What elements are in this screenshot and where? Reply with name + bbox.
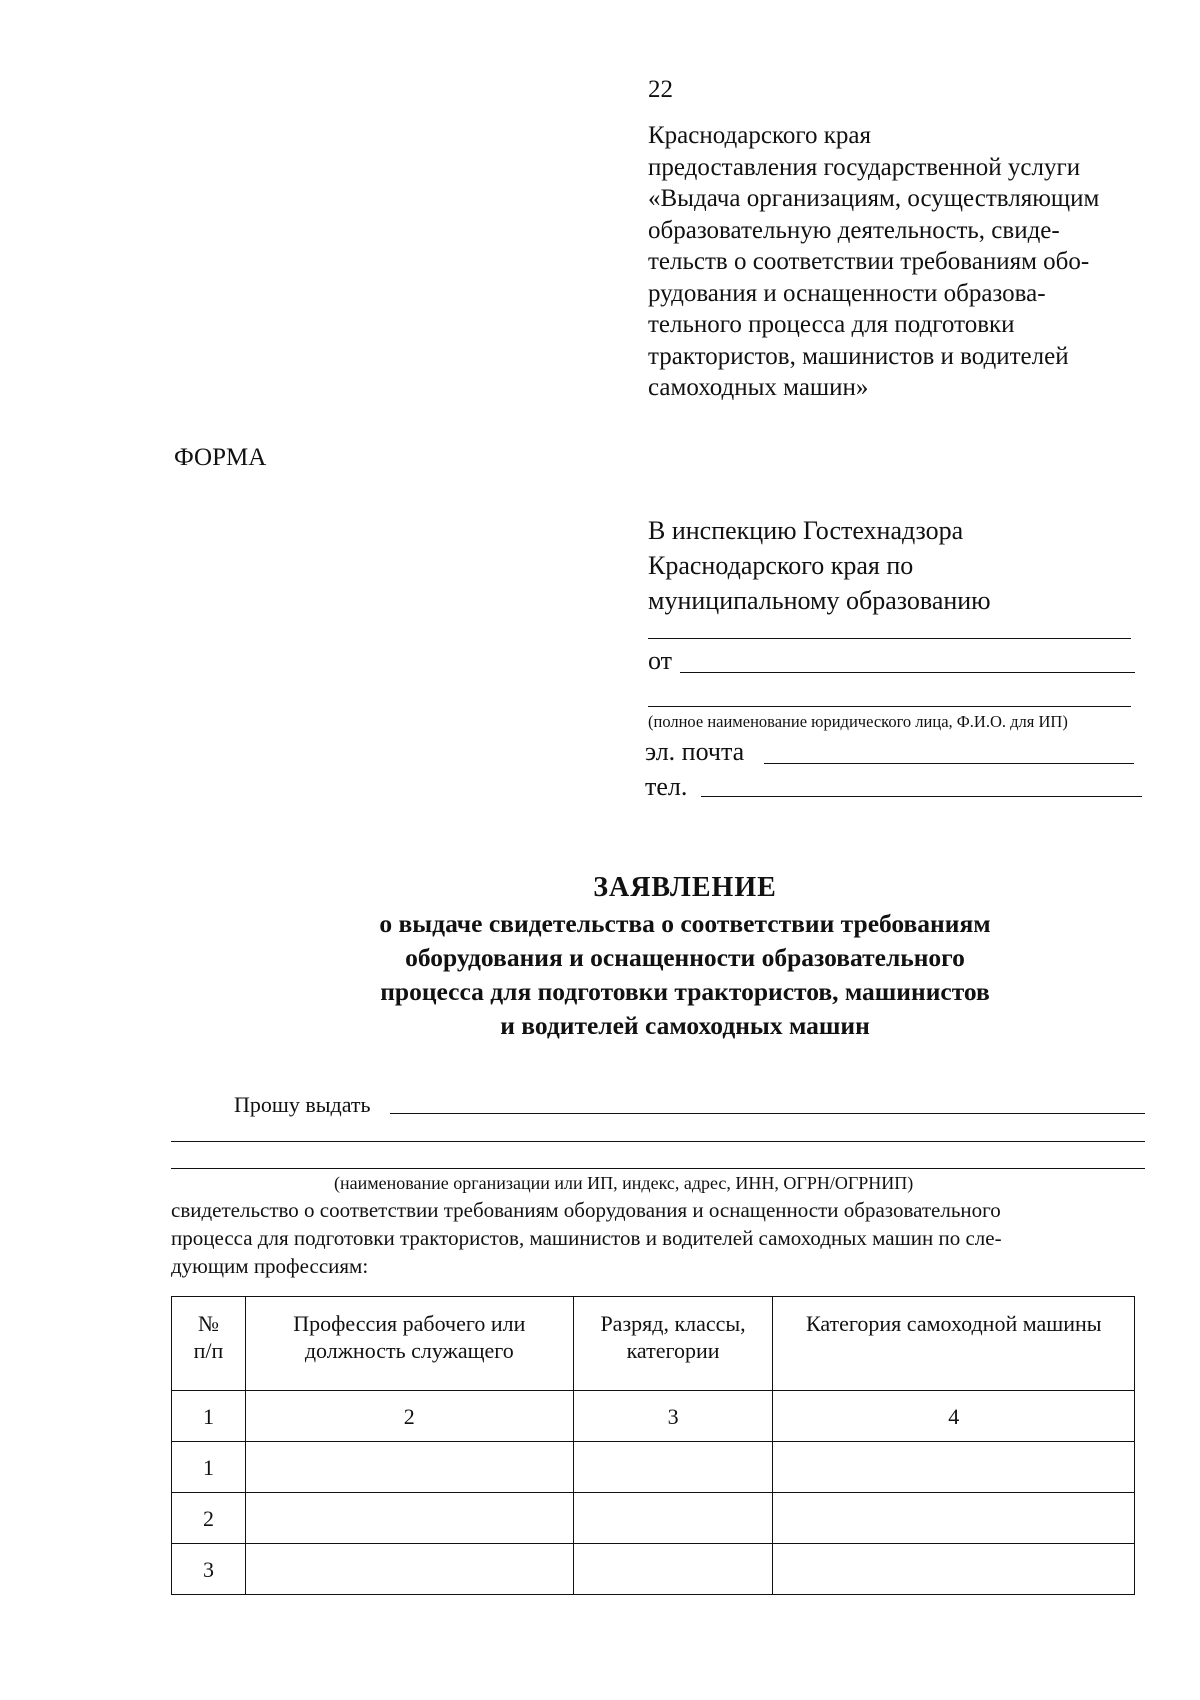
page-number: 22 [648,76,673,103]
profession-cell[interactable] [245,1493,573,1544]
from-blank-line[interactable] [680,672,1135,673]
document-title: ЗАЯВЛЕНИЕ [593,872,777,903]
preamble-line: Краснодарского края [648,122,871,149]
request-label: Прошу выдать [234,1092,371,1117]
email-blank-line[interactable] [764,763,1134,764]
body-text-line: процесса для подготовки трактористов, машинистов и водителей самоходных машин по сле- [171,1226,1002,1250]
document-subtitle-line: процесса для подготовки трактористов, машинистов [380,977,990,1006]
org-caption: (наименование организации или ИП, индекс, адрес, ИНН, ОГРН/ОГРНИП) [334,1173,914,1193]
table-row [172,1544,1135,1595]
applicant-caption: (полное наименование юридического лица, Ф.И.О. для ИП) [648,712,1068,731]
row-number: 3 [172,1544,246,1595]
column-number: 4 [773,1391,1135,1442]
table-row [172,1493,1135,1544]
professions-table [171,1296,1135,1595]
preamble-line: образовательную деятельность, свиде- [648,216,1060,244]
request-blank-line-3[interactable] [171,1168,1145,1169]
preamble-line: предоставления государственной услуги [648,153,1081,181]
document-subtitle-line: о выдаче свидетельства о соответствии требованиям [379,909,991,938]
applicant-blank-line[interactable] [648,706,1131,707]
preamble-line: тельств о соответствии требованиям обо- [648,248,1090,275]
request-blank-line-2[interactable] [171,1141,1145,1142]
preamble-line: трактористов, машинистов и водителей [648,342,1069,370]
body-text-line: дующим профессиям: [171,1254,369,1278]
table-row [172,1442,1135,1493]
header-number: № п/п [172,1297,246,1391]
column-number: 3 [573,1391,773,1442]
document-subtitle-line: и водителей самоходных машин [500,1011,870,1040]
municipality-blank-line[interactable] [648,638,1131,639]
addressee-block [648,513,991,618]
category-cell[interactable] [773,1544,1135,1595]
preamble-line: самоходных машин» [648,374,869,401]
addressee-line: В инспекцию Гостехнадзора [648,516,964,545]
form-label: ФОРМА [174,444,267,471]
document-subtitle-line: оборудования и оснащенности образовательного [405,943,965,972]
header-profession: Профессия рабочего или должность служащего [245,1297,573,1391]
addressee-line: муниципальному образованию [648,586,991,615]
grade-cell[interactable] [573,1442,773,1493]
column-number: 2 [245,1391,573,1442]
profession-cell[interactable] [245,1544,573,1595]
grade-cell[interactable] [573,1544,773,1595]
phone-label: тел. [645,772,688,801]
column-number: 1 [172,1391,246,1442]
preamble-block [648,120,1158,404]
preamble-line: «Выдача организациям, осуществляющим [648,185,1100,212]
header-category: Категория самоходной машины [773,1297,1135,1391]
body-text-line: свидетельство о соответствии требованиям оборудования и оснащенности образовательного [171,1198,1001,1222]
header-grade: Разряд, классы, категории [573,1297,773,1391]
preamble-line: тельного процесса для подготовки [648,311,1015,338]
email-label: эл. почта [645,737,745,766]
preamble-line: рудования и оснащенности образова- [648,279,1046,307]
request-blank-line[interactable] [390,1113,1145,1114]
row-number: 1 [172,1442,246,1493]
category-cell[interactable] [773,1442,1135,1493]
phone-blank-line[interactable] [701,796,1142,797]
from-label: от [648,646,673,675]
addressee-line: Краснодарского края по [648,551,914,580]
row-number: 2 [172,1493,246,1544]
profession-cell[interactable] [245,1442,573,1493]
table-header-row [172,1297,1135,1391]
grade-cell[interactable] [573,1493,773,1544]
column-number-row [172,1391,1135,1442]
category-cell[interactable] [773,1493,1135,1544]
